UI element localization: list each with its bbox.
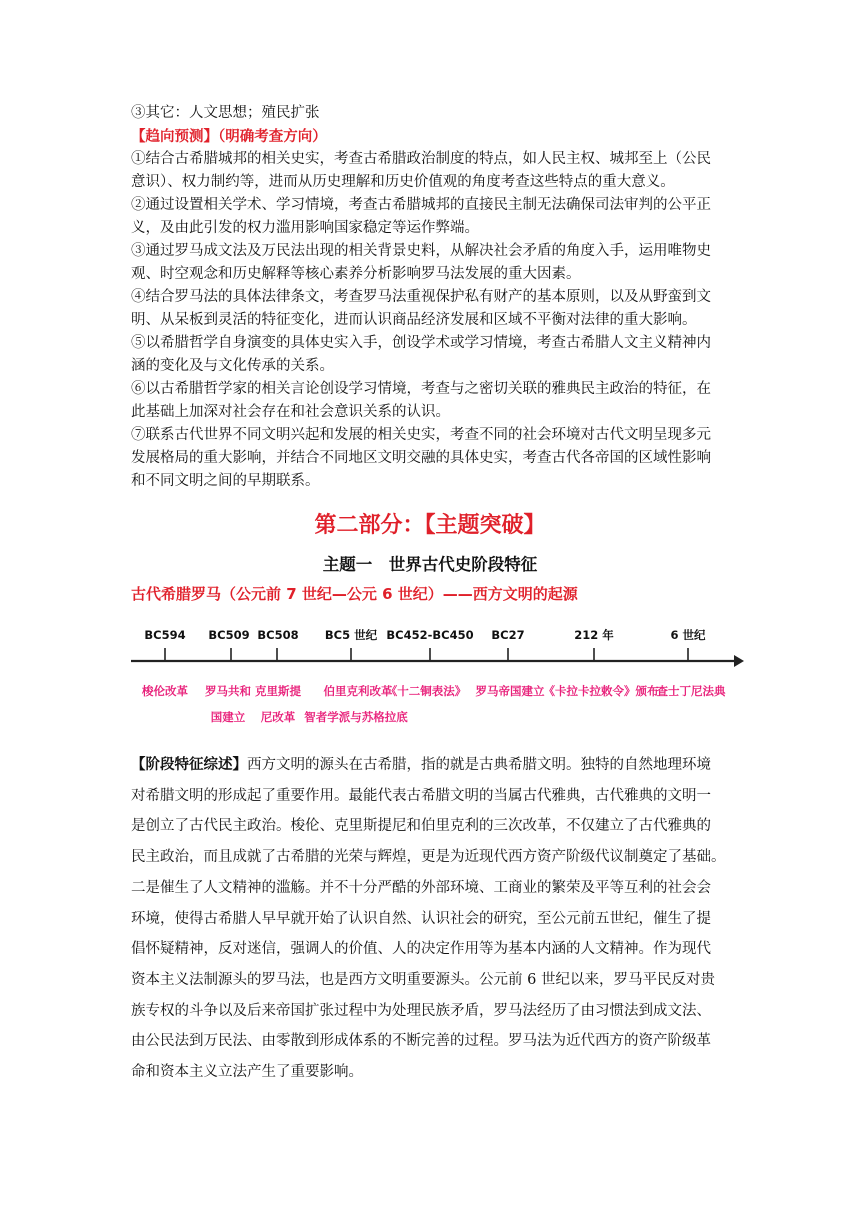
timeline-event: 梭伦改革 xyxy=(142,684,188,698)
text-line: 环境，使得古希腊人早早就开始了认识自然、认识社会的研究，至公元前五世纪，催生了提 xyxy=(131,910,711,927)
trend-section xyxy=(131,102,731,493)
timeline-event: 伯里克利改革 xyxy=(323,684,393,698)
text-line: 涵的变化及与文化传承的关系。 xyxy=(131,358,334,374)
text-line: ⑦联系古代世界不同文明兴起和发展的相关史实，考查不同的社会环境对古代文明呈现多元 xyxy=(131,427,711,443)
text-line: 此基础上加深对社会存在和社会意识关系的认识。 xyxy=(131,404,450,420)
text-line: 族专权的斗争以及后来帝国扩张过程中为处理民族矛盾，罗马法经历了由习惯法到成文法、 xyxy=(131,1002,711,1019)
topic-heading: 主题一 世界古代史阶段特征 xyxy=(322,555,538,574)
trend-heading: 【趋向预测】（明确考查方向） xyxy=(131,128,327,145)
text-line: ①结合古希腊城邦的相关史实，考查古希腊政治制度的特点，如人民主权、城邦至上（公民 xyxy=(131,151,711,167)
timeline-event: 查士丁尼法典 xyxy=(656,684,726,698)
section-heading: 第二部分：【主题突破】 xyxy=(314,513,546,538)
text-line: ④结合罗马法的具体法律条文，考查罗马法重视保护私有财产的基本原则，以及从野蛮到文 xyxy=(131,289,711,305)
timeline-year: BC5 世纪 xyxy=(324,628,378,642)
timeline-event: 尼改革 xyxy=(260,710,296,724)
text-line: ③其它：人文思想；殖民扩张 xyxy=(131,105,320,121)
timeline-year: 6 世纪 xyxy=(670,628,706,642)
summary-section xyxy=(131,750,731,1088)
timeline-event: 智者学派与苏格拉底 xyxy=(304,710,408,724)
text-line: ②通过设置相关学术、学习情境，考查古希腊城邦的直接民主制无法确保司法审判的公平正 xyxy=(131,197,711,213)
text-line: ⑥以古希腊哲学家的相关言论创设学习情境，考查与之密切关联的雅典民主政治的特征，在 xyxy=(131,381,711,397)
text-line: 命和资本主义立法产生了重要影响。 xyxy=(131,1064,363,1081)
text-line: 二是催生了人文精神的滥觞。并不十分严酷的外部环境、工商业的繁荣及平等互利的社会会 xyxy=(131,879,711,896)
summary-text: 西方文明的源头在古希腊，指的就是古典希腊文明。独特的自然地理环境 xyxy=(247,757,711,773)
text-line: ③通过罗马成文法及万民法出现的相关背景史料，从解决社会矛盾的角度入手，运用唯物史 xyxy=(131,243,711,259)
text-line: 观、时空观念和历史解释等核心素养分析影响罗马法发展的重大因素。 xyxy=(131,266,581,282)
timeline-event: 克里斯提 xyxy=(255,684,301,698)
timeline-event: 国建立 xyxy=(210,710,246,724)
timeline-event: 《卡拉卡拉敕令》颁布 xyxy=(543,684,659,698)
era-heading: 古代希腊罗马（公元前 7 世纪—公元 6 世纪）——西方文明的起源 xyxy=(131,585,578,603)
text-line: ⑤以希腊哲学自身演变的具体史实入手，创设学术或学习情境，考查古希腊人文主义精神内 xyxy=(131,335,711,351)
timeline-event: 《十二铜表法》 xyxy=(385,684,467,698)
timeline xyxy=(128,620,758,735)
timeline-event: 罗马共和 xyxy=(205,684,251,698)
text-line: 发展格局的重大影响，并结合不同地区文明交融的具体史实，考查古代各帝国的区域性影响 xyxy=(131,450,711,466)
text-line xyxy=(131,750,731,781)
text-line: 和不同文明之间的早期联系。 xyxy=(131,473,320,489)
timeline-year: BC508 xyxy=(257,628,299,642)
summary-label: 【阶段特征综述】 xyxy=(131,756,247,773)
text-line: 意识）、权力制约等，进而从历史理解和历史价值观的角度考查这些特点的重大意义。 xyxy=(131,174,675,190)
text-line: 明、从呆板到灵活的特征变化，进而认识商品经济发展和区域不平衡对法律的重大影响。 xyxy=(131,312,697,328)
timeline-year: 212 年 xyxy=(574,628,614,642)
text-line: 倡怀疑精神，反对迷信，强调人的价值、人的决定作用等为基本内涵的人文精神。作为现代 xyxy=(131,941,711,958)
timeline-year: BC509 xyxy=(208,628,250,642)
text-line: 对希腊文明的形成起了重要作用。最能代表古希腊文明的当属古代雅典，古代雅典的文明一 xyxy=(131,787,711,804)
text-line: 是创立了古代民主政治。梭伦、克里斯提尼和伯里克利的三次改革，不仅建立了古代雅典的 xyxy=(131,818,711,835)
timeline-year: BC594 xyxy=(144,628,186,642)
timeline-year: BC27 xyxy=(491,628,525,642)
text-line: 义，及由此引发的权力滥用影响国家稳定等运作弊端。 xyxy=(131,220,479,236)
text-line: 资本主义法制源头的罗马法，也是西方文明重要源头。公元前 6 世纪以来，罗马平民反对贵 xyxy=(131,971,715,988)
text-line: 由公民法到万民法、由零散到形成体系的不断完善的过程。罗马法为近代西方的资产阶级革 xyxy=(131,1033,711,1050)
timeline-arrowhead xyxy=(734,655,744,667)
timeline-event: 罗马帝国建立 xyxy=(475,684,545,698)
text-line: 民主政治，而且成就了古希腊的光荣与辉煌，更是为近现代西方资产阶级代议制奠定了基础。 xyxy=(131,849,726,866)
timeline-year: BC452-BC450 xyxy=(386,628,474,642)
